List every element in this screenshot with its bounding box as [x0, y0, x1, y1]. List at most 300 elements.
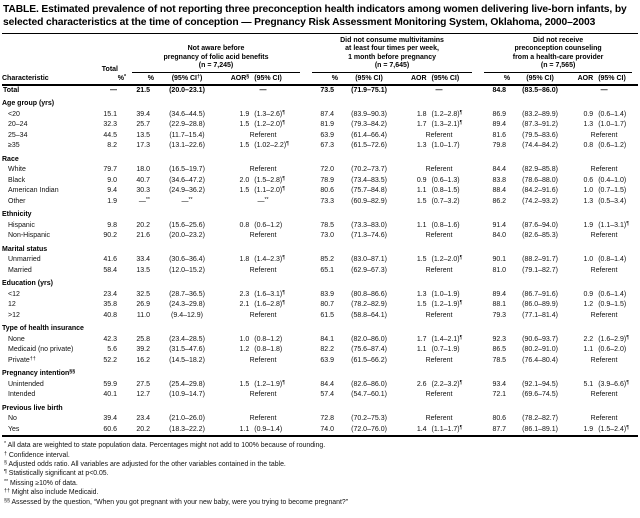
aor-ci-value: 2.1 (1.6–2.8)¶	[239, 300, 286, 309]
row-label: Unmarried	[8, 256, 41, 264]
pct-value: 63.9	[320, 356, 335, 364]
pct-value: 82.2	[320, 346, 335, 354]
pct-value: 78.5	[492, 356, 507, 364]
ci-value: (80.8–86.6)	[351, 290, 387, 298]
pct-header: %	[306, 73, 338, 85]
table-row	[2, 255, 638, 266]
aor-ci-value: 1.9 (1.5–2.4)¶	[583, 424, 630, 433]
pct-value: 12.7	[136, 391, 150, 399]
table-row	[2, 165, 638, 176]
aor-ci-value: 2.0 (1.5–2.8)¶	[239, 175, 286, 184]
pct-value: 92.3	[492, 335, 507, 343]
aor-ci-value: Referent	[590, 131, 618, 139]
aor-ci-value: 1.5 (1.1–2.0)¶	[239, 186, 286, 195]
pct-value: 81.0	[492, 266, 507, 274]
total-pct-value: 52.2	[103, 356, 117, 364]
table-row	[2, 197, 638, 208]
ci-value: (24.3–29.8)	[169, 301, 205, 309]
ci-value: (78.6–88.0)	[522, 176, 558, 184]
aor-ci-value: 1.4 (1.1–1.7)¶	[416, 424, 463, 433]
aor-ci-value: 1.3 (0.5–3.4)	[583, 197, 627, 205]
pct-value: 80.6	[492, 415, 507, 423]
row-label: Yes	[8, 425, 20, 433]
ci-header: (95% CI)	[338, 73, 400, 85]
table-row	[2, 186, 638, 197]
total-pct-value: 32.3	[103, 121, 117, 129]
aor-ci-value: Referent	[249, 311, 277, 319]
pct-value: 78.9	[320, 176, 335, 184]
pct-value: 72.0	[320, 166, 335, 174]
ci-value: (12.0–15.2)	[169, 266, 205, 274]
section-label: Race	[2, 155, 19, 163]
ci-value: (82.6–86.0)	[351, 380, 387, 388]
table-row	[2, 390, 638, 401]
total-pct-value: 40.8	[103, 311, 117, 319]
table-row	[2, 425, 638, 437]
table-row	[2, 85, 638, 97]
total-pct-value: 1.9	[107, 197, 117, 205]
pct-value: 13.5	[136, 131, 150, 139]
aor-ci-value: 1.5 (1.02–2.2)¶	[239, 141, 290, 150]
pct-value: 73.5	[320, 86, 335, 94]
ci-value: (21.0–26.0)	[169, 415, 205, 423]
row-label: None	[8, 335, 25, 343]
aor-ci-value: Referent	[249, 415, 277, 423]
pct-value: 73.0	[320, 232, 335, 240]
pct-value: 84.0	[492, 232, 507, 240]
pct-value: 90.1	[492, 256, 507, 264]
pct-value: 40.7	[136, 176, 150, 184]
aor-ci-value: 1.7 (1.4–2.1)¶	[416, 334, 463, 343]
row-label: Other	[8, 197, 26, 205]
section-label: Type of health insurance	[2, 325, 84, 333]
pct-value: 20.2	[136, 221, 150, 229]
group-title-1: Not aware before pregnancy of folic acid benefits (n = 7,245)	[126, 34, 306, 73]
table-row	[2, 311, 638, 322]
total-pct-value: 23.4	[103, 290, 117, 298]
pct-value: 20.2	[136, 425, 150, 433]
ci-value: (75.6–87.4)	[351, 346, 387, 354]
aor-ci-value: 2.2 (1.6–2.9)¶	[583, 334, 630, 343]
table-row	[2, 110, 638, 121]
row-label: >12	[8, 311, 20, 319]
ci-value: (22.9–28.8)	[169, 121, 205, 129]
pct-value: 86.5	[492, 346, 507, 354]
table-row	[2, 335, 638, 346]
row-label: 25–34	[8, 131, 28, 139]
ci-value: (10.9–14.7)	[169, 391, 205, 399]
ci-value: (20.0–23.1)	[169, 86, 205, 94]
aor-ci-value: 0.9 (0.6–1.4)	[583, 290, 627, 298]
row-label: American Indian	[8, 187, 59, 195]
ci-value: (28.7–36.5)	[169, 290, 205, 298]
aor-ci-value: 1.2 (0.9–1.5)	[583, 301, 627, 309]
aor-ci-value: 1.5 (0.7–3.2)	[416, 197, 460, 205]
ci-value: (79.1–82.7)	[522, 266, 558, 274]
aor-ci-value: 0.9 (0.6–1.4)	[583, 110, 627, 118]
pct-value: 57.4	[320, 391, 335, 399]
total-column-label: Total	[101, 65, 118, 73]
pct-value: 83.9	[320, 290, 335, 298]
pct-value: 23.4	[136, 415, 150, 423]
aor-ci-value: 1.5 (1.2–2.0)¶	[239, 120, 286, 129]
ci-value: (74.2–93.2)	[522, 197, 558, 205]
footnote: †† Might also include Medicaid.	[4, 488, 99, 497]
aor-ci-value: 0.8 (0.6–1.2)	[239, 221, 283, 229]
total-pct-value: 15.1	[103, 110, 117, 118]
section-row	[2, 242, 638, 256]
total-pct-value: 79.7	[103, 166, 117, 174]
ci-value: (75.7–84.8)	[351, 187, 387, 195]
aor-ci-value: Referent	[425, 391, 453, 399]
pct-value: 13.5	[136, 266, 150, 274]
aor-header: AOR (95% CI)	[570, 73, 638, 85]
total-pct-header: %*	[90, 73, 126, 85]
total-pct-value: 42.3	[103, 335, 117, 343]
table-body	[2, 85, 638, 437]
row-label: Non-Hispanic	[8, 232, 51, 240]
aor-ci-value: 5.1 (3.9–6.6)¶	[583, 379, 630, 388]
row-label: Hispanic	[8, 221, 35, 229]
pct-value: 80.7	[320, 301, 335, 309]
ci-value: —**	[181, 196, 193, 205]
total-pct-value: 60.6	[103, 425, 117, 433]
ci-value: (78.2–82.9)	[351, 301, 387, 309]
pct-value: 21.6	[136, 232, 150, 240]
pct-value: 78.5	[320, 221, 335, 229]
total-pct-value: 41.6	[103, 256, 117, 264]
ci-value: (92.1–94.5)	[522, 380, 558, 388]
pct-value: 91.4	[492, 221, 507, 229]
row-label: Black	[8, 176, 26, 184]
ci-header: (95% CI)	[510, 73, 570, 85]
row-label: 12	[8, 301, 16, 309]
pct-value: 72.1	[492, 391, 507, 399]
table-header	[2, 34, 638, 85]
pct-value: 89.4	[492, 121, 507, 129]
pct-value: 84.4	[492, 166, 507, 174]
table-row	[2, 120, 638, 131]
pct-value: 81.6	[492, 131, 507, 139]
aor-ci-value: Referent	[590, 166, 618, 174]
ci-value: (78.2–82.7)	[522, 415, 558, 423]
aor-ci-value: —	[259, 86, 267, 94]
pct-value: 11.0	[136, 311, 150, 319]
row-label: Unintended	[8, 380, 44, 388]
pct-value: 80.6	[320, 187, 335, 195]
total-pct-value: 58.4	[103, 266, 117, 274]
ci-value: (31.5–47.6)	[169, 346, 205, 354]
row-label: <12	[8, 290, 20, 298]
total-pct-value: 9.8	[107, 221, 117, 229]
aor-ci-value: Referent	[590, 232, 618, 240]
ci-value: (82.0–86.0)	[351, 335, 387, 343]
pct-value: 84.1	[320, 335, 335, 343]
pct-value: 83.8	[492, 176, 507, 184]
ci-value: (87.3–91.2)	[522, 121, 558, 129]
aor-ci-value: Referent	[425, 166, 453, 174]
section-label: Previous live birth	[2, 404, 63, 412]
ci-value: (83.2–89.9)	[522, 110, 558, 118]
ci-value: (86.0–89.9)	[522, 301, 558, 309]
ci-value: (16.5–19.7)	[169, 166, 205, 174]
ci-value: (34.6–44.5)	[169, 110, 205, 118]
pct-value: 33.4	[136, 256, 150, 264]
aor-ci-value: Referent	[590, 415, 618, 423]
table-row	[2, 414, 638, 425]
ci-value: (71.9–75.1)	[351, 86, 387, 94]
pct-value: 88.4	[492, 187, 507, 195]
pct-value: 67.3	[320, 142, 335, 150]
total-pct-value: 90.2	[103, 232, 117, 240]
ci-value: (82.6–85.3)	[522, 232, 558, 240]
pct-value: 16.2	[136, 356, 150, 364]
aor-ci-value: 1.1 (0.8–1.5)	[416, 187, 460, 195]
ci-value: (86.1–89.1)	[522, 425, 558, 433]
aor-ci-value: Referent	[249, 356, 277, 364]
pct-value: 81.9	[320, 121, 335, 129]
row-label: White	[8, 166, 26, 174]
ci-value: (70.2–75.3)	[351, 415, 387, 423]
aor-ci-value: Referent	[249, 166, 277, 174]
aor-ci-value: 0.9 (0.6–1.3)	[416, 176, 460, 184]
pct-value: 61.5	[320, 311, 335, 319]
ci-value: (76.4–80.4)	[522, 356, 558, 364]
ci-value: (30.6–36.4)	[169, 256, 205, 264]
table-row	[2, 345, 638, 356]
ci-value: (70.2–73.7)	[351, 166, 387, 174]
pct-value: 87.7	[492, 425, 507, 433]
pct-value: 25.8	[136, 335, 150, 343]
aor-ci-value: Referent	[425, 131, 453, 139]
ci-value: (61.5–72.6)	[351, 142, 387, 150]
section-row	[2, 276, 638, 290]
aor-ci-value: Referent	[590, 391, 618, 399]
pct-value: 39.2	[136, 346, 150, 354]
table-row	[2, 380, 638, 391]
section-row	[2, 366, 638, 380]
row-label: <20	[8, 110, 20, 118]
aor-ci-value: 1.8 (1.4–2.3)¶	[239, 255, 286, 264]
aor-ci-value: 1.9 (1.3–2.6)¶	[239, 109, 286, 118]
table-row	[2, 290, 638, 301]
row-label: Total	[3, 86, 20, 94]
section-row	[2, 207, 638, 221]
pct-value: 79.8	[492, 142, 507, 150]
section-row	[2, 321, 638, 335]
ci-value: (61.5–66.2)	[351, 356, 387, 364]
ci-value: (72.0–76.0)	[351, 425, 387, 433]
total-pct-value: 39.4	[103, 415, 117, 423]
aor-ci-value: 1.1 (0.8–1.6)	[416, 221, 460, 229]
ci-value: (71.3–74.6)	[351, 232, 387, 240]
group-header-row	[2, 34, 638, 73]
ci-value: (13.1–22.6)	[169, 142, 205, 150]
aor-ci-value: 1.3 (1.0–1.7)	[583, 121, 627, 129]
footnote: ¶ Statistically significant at p<0.05.	[4, 469, 109, 478]
row-label: Married	[8, 266, 32, 274]
aor-ci-value: 1.0 (0.7–1.5)	[583, 187, 627, 195]
row-label: ≥35	[8, 142, 20, 150]
table-row	[2, 231, 638, 242]
ci-value: (18.3–22.2)	[169, 425, 205, 433]
pct-value: 79.3	[492, 311, 507, 319]
aor-ci-value: 1.7 (1.3–2.1)¶	[416, 120, 463, 129]
ci-value: (84.2–91.6)	[522, 187, 558, 195]
aor-ci-value: Referent	[249, 232, 277, 240]
table-row	[2, 266, 638, 277]
aor-ci-value: Referent	[425, 311, 453, 319]
aor-ci-value: 1.3 (1.0–1.7)	[416, 142, 460, 150]
row-label: Private††	[8, 355, 36, 364]
aor-ci-value: Referent	[249, 131, 277, 139]
pct-value: 85.2	[320, 256, 335, 264]
aor-ci-value: 1.9 (1.1–3.1)¶	[583, 220, 630, 229]
ci-value: (88.2–91.7)	[522, 256, 558, 264]
table-row	[2, 356, 638, 367]
row-label: Medicaid (no private)	[8, 346, 74, 354]
row-label: Intended	[8, 391, 36, 399]
pct-value: 25.7	[136, 121, 150, 129]
section-row	[2, 401, 638, 415]
pct-header: %	[478, 73, 510, 85]
aor-ci-value: 1.8 (1.2–2.8)¶	[416, 109, 463, 118]
aor-ci-value: Referent	[249, 391, 277, 399]
ci-value: (61.4–66.4)	[351, 131, 387, 139]
footnote: † Confidence interval.	[4, 450, 70, 459]
ci-value: (11.7–15.4)	[169, 131, 205, 139]
ci-value: (73.4–83.5)	[351, 176, 387, 184]
aor-ci-value: 0.6 (0.4–1.0)	[583, 176, 627, 184]
ci-value: (86.7–91.6)	[522, 290, 558, 298]
pct-value: 84.8	[492, 86, 507, 94]
ci-value: (87.6–94.0)	[522, 221, 558, 229]
pct-value: 72.8	[320, 415, 335, 423]
ci-value: (9.4–12.9)	[171, 311, 203, 319]
total-pct-value: 9.4	[107, 187, 117, 195]
pct-value: 65.1	[320, 266, 335, 274]
aor-ci-value: 1.5 (1.2–1.9)¶	[239, 379, 286, 388]
ci-value: (24.9–36.2)	[169, 187, 205, 195]
footnote: ** Missing ≥10% of data.	[4, 478, 78, 487]
table-title: TABLE. Estimated prevalence of not reporting three preconception health indicators among women delivering live-born infants, by selected characteristics at the time of conception — Pregnancy Risk Assessment Monitoring System, Oklahoma, 2000–2003	[3, 4, 627, 28]
pct-value: 21.5	[136, 86, 150, 94]
aor-ci-value: Referent	[425, 415, 453, 423]
ci-value: (23.4–28.5)	[169, 335, 205, 343]
pct-value: 87.4	[320, 110, 335, 118]
aor-ci-value: 1.5 (1.2–1.9)¶	[416, 300, 463, 309]
ci-value: (58.8–64.1)	[351, 311, 387, 319]
pct-value: 30.3	[136, 187, 150, 195]
pct-value: 27.5	[136, 380, 150, 388]
aor-ci-value: 1.1 (0.7–1.9)	[416, 346, 460, 354]
ci-value: (82.9–85.8)	[522, 166, 558, 174]
ci-value: (80.2–91.0)	[522, 346, 558, 354]
section-label: Age group (yrs)	[2, 100, 55, 108]
ci-value: (60.9–82.9)	[351, 197, 387, 205]
pct-value: —**	[138, 196, 150, 205]
pct-value: 73.3	[320, 197, 335, 205]
ci-value: (83.5–86.0)	[522, 86, 558, 94]
total-pct-value: 44.5	[103, 131, 117, 139]
aor-ci-value: Referent	[425, 266, 453, 274]
ci-value: (83.9–90.3)	[351, 110, 387, 118]
aor-ci-value: Referent	[590, 311, 618, 319]
total-pct-value: 5.6	[107, 346, 117, 354]
prevalence-table	[2, 33, 638, 437]
ci-value: (62.9–67.3)	[351, 266, 387, 274]
total-pct-value: 40.1	[103, 391, 117, 399]
pct-value: 39.4	[136, 110, 150, 118]
ci-value: (69.6–74.5)	[522, 391, 558, 399]
footnote: * All data are weighted to state population data. Percentages might not add to 100% because of rounding.	[4, 441, 326, 450]
table-row	[2, 131, 638, 142]
aor-ci-value: —	[435, 86, 443, 94]
total-pct-value: 35.8	[103, 301, 117, 309]
aor-ci-value: 0.8 (0.6–1.2)	[583, 142, 627, 150]
ci-value: (90.6–93.7)	[522, 335, 558, 343]
ci-value: (77.1–81.4)	[522, 311, 558, 319]
total-pct-value: 9.0	[107, 176, 117, 184]
pct-value: 63.9	[320, 131, 335, 139]
aor-ci-value: —**	[257, 196, 269, 205]
pct-header: %	[126, 73, 154, 85]
footnotes	[4, 441, 638, 507]
aor-ci-value: 1.0 (0.8–1.2)	[239, 335, 283, 343]
section-row	[2, 96, 638, 110]
aor-ci-value: 1.0 (0.8–1.4)	[583, 256, 627, 264]
pct-value: 74.0	[320, 425, 335, 433]
ci-value: (54.7–60.1)	[351, 391, 387, 399]
footnote: §§ Assessed by the question, “When you got pregnant with your new baby, were you trying to become pregnant?”	[4, 497, 348, 506]
section-label: Marital status	[2, 245, 48, 253]
ci-value: (79.5–83.6)	[522, 131, 558, 139]
spacer-cell	[2, 34, 90, 73]
aor-header: AOR§ (95% CI)	[220, 73, 306, 85]
section-label: Education (yrs)	[2, 280, 53, 288]
aor-ci-value: 1.3 (1.0–1.9)	[416, 290, 460, 298]
pct-value: 84.4	[320, 380, 335, 388]
aor-ci-value: Referent	[425, 356, 453, 364]
ci-value: (14.5–18.2)	[169, 356, 205, 364]
total-pct-value: 8.2	[107, 142, 117, 150]
ci-value: (74.4–84.2)	[522, 142, 558, 150]
pct-value: 32.5	[136, 290, 150, 298]
section-label: Ethnicity	[2, 211, 32, 219]
ci-value: (34.6–47.2)	[169, 176, 205, 184]
row-label: No	[8, 415, 17, 423]
aor-ci-value: —	[600, 86, 608, 94]
ci-value: (20.0–23.2)	[169, 232, 205, 240]
group-title-3: Did not receive preconception counseling from a health-care provider (n = 7,565)	[478, 34, 638, 73]
characteristic-header: Characteristic	[2, 73, 90, 85]
aor-ci-value: Referent	[249, 266, 277, 274]
pct-value: 89.4	[492, 290, 507, 298]
aor-header: AOR (95% CI)	[400, 73, 478, 85]
pct-value: 93.4	[492, 380, 507, 388]
pct-value: 86.9	[492, 110, 507, 118]
table-row	[2, 141, 638, 152]
ci-value: (73.3–83.0)	[351, 221, 387, 229]
aor-ci-value: Referent	[590, 266, 618, 274]
total-pct-value: 59.9	[103, 380, 117, 388]
column-header-row	[2, 73, 638, 85]
group-title-2: Did not consume multivitamins at least four times per week, 1 month before pregnancy (n = 7,645)	[306, 34, 478, 73]
aor-ci-value: 1.1 (0.9–1.4)	[239, 425, 283, 433]
ci-value: (25.4–29.8)	[169, 380, 205, 388]
row-label: 20–24	[8, 121, 28, 129]
aor-ci-value: 2.3 (1.6–3.1)¶	[239, 289, 286, 298]
